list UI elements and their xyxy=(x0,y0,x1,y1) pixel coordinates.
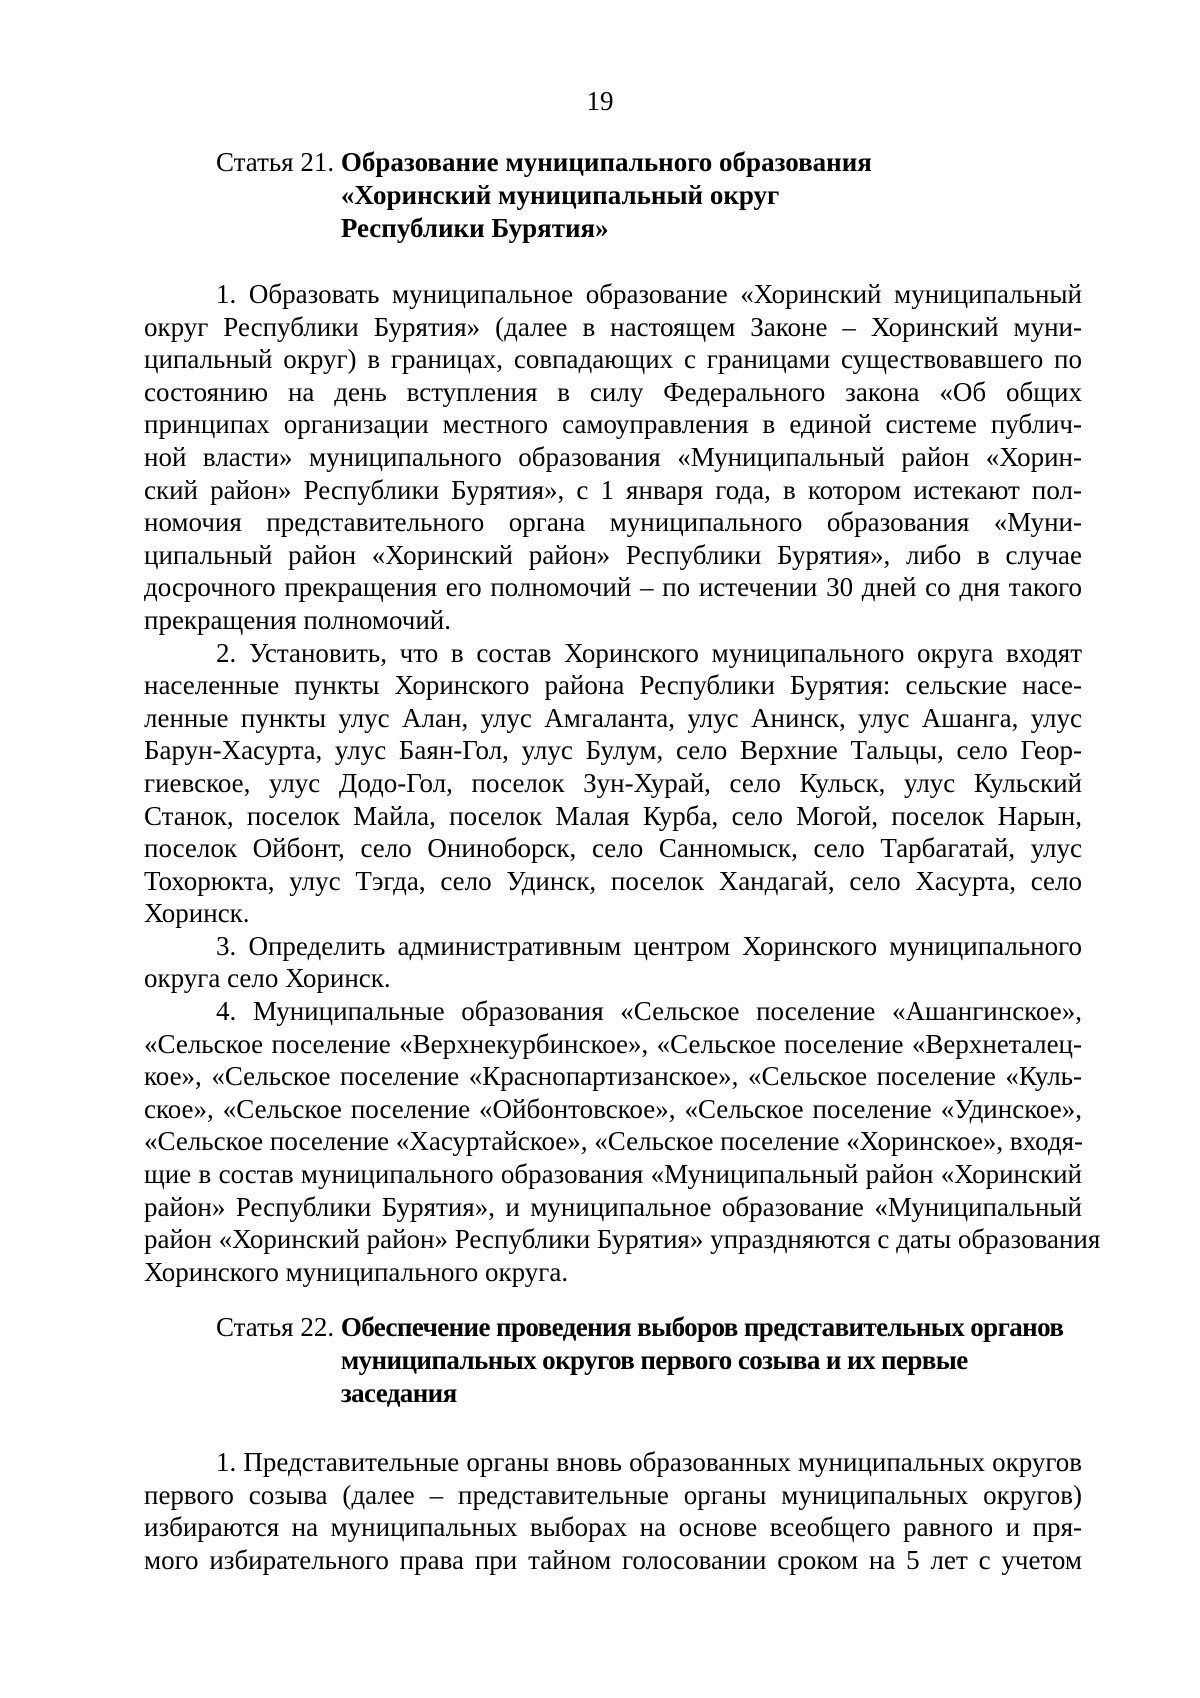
article-21-body xyxy=(144,278,1101,1288)
text-line: Хоринского муниципального округа. xyxy=(144,1256,569,1287)
text-line: избираются на муниципальных выборах на основе всеобщего равного и пря- xyxy=(144,1512,1082,1543)
text-line: ципальный район «Хоринский район» Республики Бурятия», либо в случае xyxy=(144,539,1082,570)
article-22-heading xyxy=(216,1311,1096,1410)
article-21-title-line: «Хоринский муниципальный округ xyxy=(340,180,780,210)
text-line: ленные пункты улус Алан, улус Амгаланта, улус Анинск, улус Ашанга, улус xyxy=(144,702,1082,733)
text-line: первого созыва (далее – представительные органы муниципальных округов) xyxy=(144,1479,1082,1510)
text-line: ский район» Республики Бурятия», с 1 января года, в котором истекают пол- xyxy=(144,474,1082,505)
text-line: кое», «Сельское поселение «Краснопартизанское», «Сельское поселение «Куль- xyxy=(144,1061,1082,1092)
text-line: 3. Определить административным центром Хоринского муниципального xyxy=(216,930,1082,961)
text-line: ципальный округ) в границах, совпадающих с границами существовавшего по xyxy=(144,344,1082,375)
text-line: 1. Образовать муниципальное образование «Хоринский муниципальный xyxy=(216,279,1082,309)
article-22-title-line: муниципальных округов первого созыва и их первые xyxy=(340,1345,968,1375)
text-line: район «Хоринский район» Республики Бурятия» упраздняются с даты образования xyxy=(144,1224,1101,1255)
text-line: 2. Установить, что в состав Хоринского муниципального округа входят xyxy=(216,637,1082,668)
text-line: округа село Хоринск. xyxy=(144,963,391,994)
text-line: населенные пункты Хоринского района Республики Бурятия: сельские насе- xyxy=(144,670,1082,701)
text-line: прекращения полномочий. xyxy=(144,604,451,635)
article-22-body xyxy=(144,1446,1082,1576)
text-line: щие в состав муниципального образования «Муниципальный район «Хоринский xyxy=(144,1159,1082,1190)
article-22-title-line: заседания xyxy=(340,1378,457,1408)
text-line: Барун-Хасурта, улус Баян-Гол, улус Булум, село Верхние Тальцы, село Геор- xyxy=(144,735,1082,766)
text-line: Станок, поселок Майла, поселок Малая Курба, село Могой, поселок Нарын, xyxy=(144,800,1082,831)
text-line: состоянию на день вступления в силу Федерального закона «Об общих xyxy=(144,376,1082,407)
text-line: принципах организации местного самоуправления в единой системе публич- xyxy=(144,409,1082,440)
text-line: 4. Муниципальные образования «Сельское поселение «Ашангинское», xyxy=(216,996,1082,1027)
text-line: номочия представительного органа муниципального образования «Муни- xyxy=(144,507,1082,538)
article-21-title xyxy=(341,146,872,245)
article-21-prefix: Статья 21. xyxy=(216,147,335,177)
text-line: ной власти» муниципального образования «Муниципальный район «Хорин- xyxy=(144,441,1082,472)
article-21-title-line: Республики Бурятия» xyxy=(340,213,609,243)
text-line: район» Республики Бурятия», и муниципальное образование «Муниципальный xyxy=(144,1191,1082,1222)
text-line: 1. Представительные органы вновь образованных муниципальных округов xyxy=(216,1447,1082,1477)
text-line: досрочного прекращения его полномочий – по истечении 30 дней со дня такого xyxy=(144,572,1082,603)
text-line: поселок Ойбонт, село Ониноборск, село Санномыск, село Тарбагатай, улус xyxy=(144,833,1082,864)
text-line: «Сельское поселение «Хасуртайское», «Сельское поселение «Хоринское», входя- xyxy=(144,1126,1084,1157)
text-line: ское», «Сельское поселение «Ойбонтовское», «Сельское поселение «Удинское», xyxy=(144,1093,1082,1124)
article-22-prefix: Статья 22. xyxy=(216,1312,335,1342)
text-line: Тохорюкта, улус Тэгда, село Удинск, поселок Хандагай, село Хасурта, село xyxy=(144,865,1082,896)
text-line: гиевское, улус Додо-Гол, поселок Зун-Хурай, село Кульск, улус Кульский xyxy=(144,767,1082,798)
page-number: 19 xyxy=(586,86,614,116)
article-22-title-line: Обеспечение проведения выборов представительных органов xyxy=(340,1312,1064,1342)
text-line: округ Республики Бурятия» (далее в настоящем Законе – Хоринский муни- xyxy=(144,311,1082,342)
text-line: мого избирательного права при тайном голосовании сроком на 5 лет с учетом xyxy=(144,1544,1082,1575)
article-21-heading xyxy=(216,146,1096,245)
text-line: Хоринск. xyxy=(144,898,250,929)
text-line: «Сельское поселение «Верхнекурбинское», «Сельское поселение «Верхнеталец- xyxy=(144,1028,1082,1059)
article-21-title-line: Образование муниципального образования xyxy=(340,147,872,177)
article-22-title xyxy=(341,1311,1063,1410)
